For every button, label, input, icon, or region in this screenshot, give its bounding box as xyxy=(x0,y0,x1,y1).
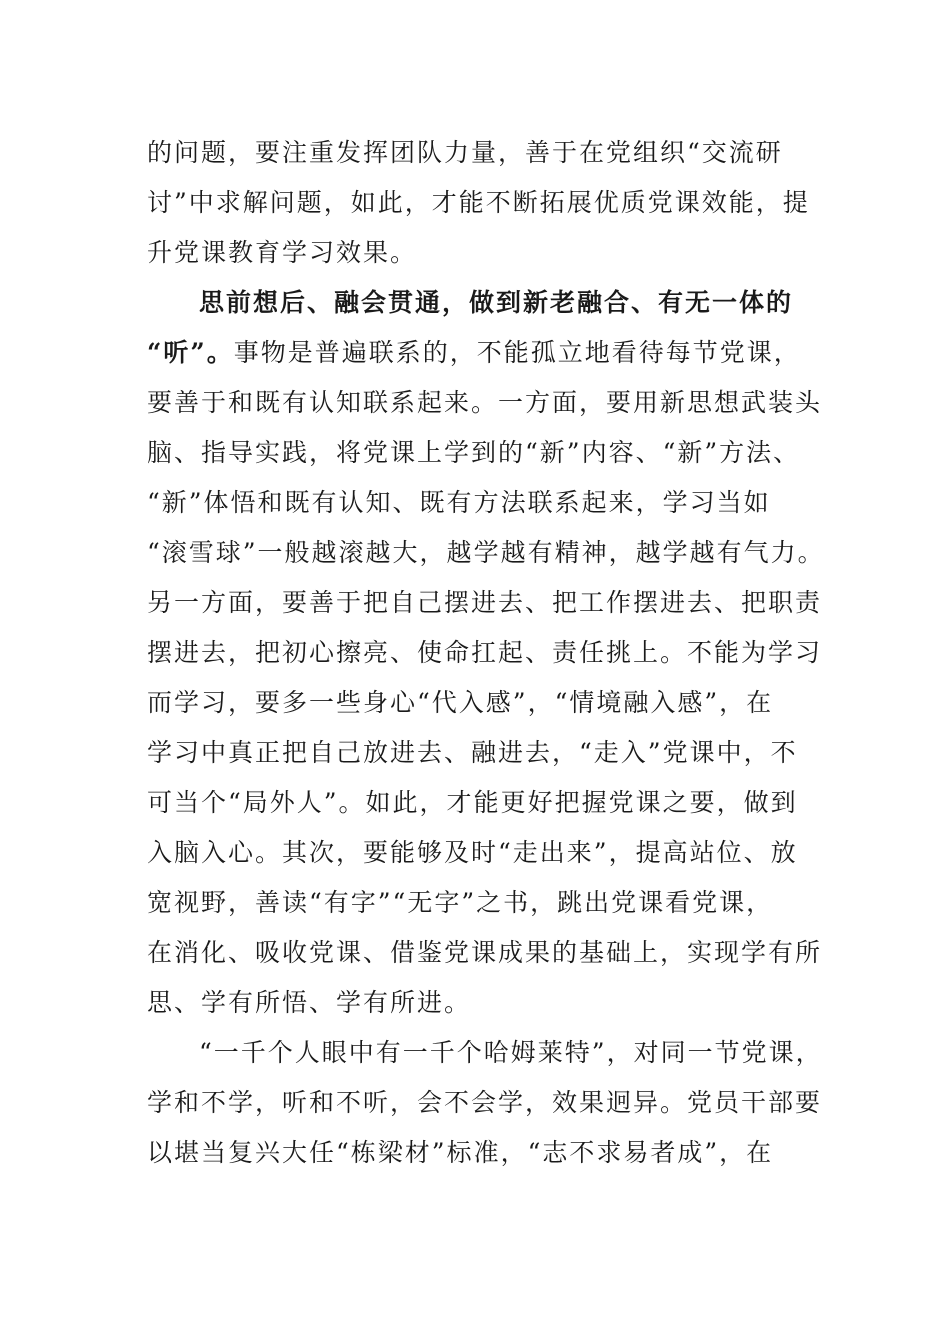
paragraph-1 xyxy=(147,128,810,278)
text-line: 入脑入心。其次，要能够及时“走出来”，提高站位、放 xyxy=(147,838,798,867)
text-line xyxy=(147,328,807,378)
text-line: 以堪当复兴大任“栋梁材”标准，“志不求易者成”，在 xyxy=(147,1138,774,1167)
text-line: 宽视野，善读“有字”“无字”之书，跳出党课看党课， xyxy=(147,888,774,917)
text-line: 的问题，要注重发挥团队力量，善于在党组织“交流研 xyxy=(147,138,783,167)
text-line: “滚雪球”一般越滚越大，越学越有精神，越学越有气力。 xyxy=(147,538,825,567)
text-line: 升党课教育学习效果。 xyxy=(147,238,418,267)
paragraph-3 xyxy=(147,1028,823,1178)
text-line: 学习中真正把自己放进去、融进去，“走入”党课中，不 xyxy=(147,738,798,767)
paragraph-heading: 思前想后、融会贯通，做到新老融合、有无一体的 xyxy=(199,288,794,317)
text-line: 可当个“局外人”。如此，才能更好把握党课之要，做到 xyxy=(147,788,798,817)
text-line: 思、学有所悟、学有所进。 xyxy=(147,988,472,1017)
document-body xyxy=(147,128,825,1178)
text-line: 要善于和既有认知联系起来。一方面，要用新思想武装头 xyxy=(147,388,823,417)
text-line: “一千个人眼中有一千个哈姆莱特”，对同一节党课， xyxy=(199,1038,823,1067)
text-line: 学和不学，听和不听，会不会学，效果迥异。党员干部要 xyxy=(147,1088,823,1117)
text-line: 而学习，要多一些身心“代入感”，“情境融入感”，在 xyxy=(147,688,774,717)
text-line: 讨”中求解问题，如此，才能不断拓展优质党课效能，提 xyxy=(147,188,810,217)
text-span: 事物是普遍联系的，不能孤立地看待每节党课， xyxy=(233,338,801,367)
paragraph-heading-end: “听”。 xyxy=(147,338,234,367)
text-line: 脑、指导实践，将党课上学到的“新”内容、“新”方法、 xyxy=(147,438,801,467)
text-line: 摆进去，把初心擦亮、使命扛起、责任挑上。不能为学习 xyxy=(147,638,823,667)
text-line: 在消化、吸收党课、借鉴党课成果的基础上，实现学有所 xyxy=(147,938,823,967)
paragraph-2 xyxy=(147,278,825,1028)
text-line: “新”体悟和既有认知、既有方法联系起来，学习当如 xyxy=(147,488,771,517)
text-line: 另一方面，要善于把自己摆进去、把工作摆进去、把职责 xyxy=(147,588,823,617)
